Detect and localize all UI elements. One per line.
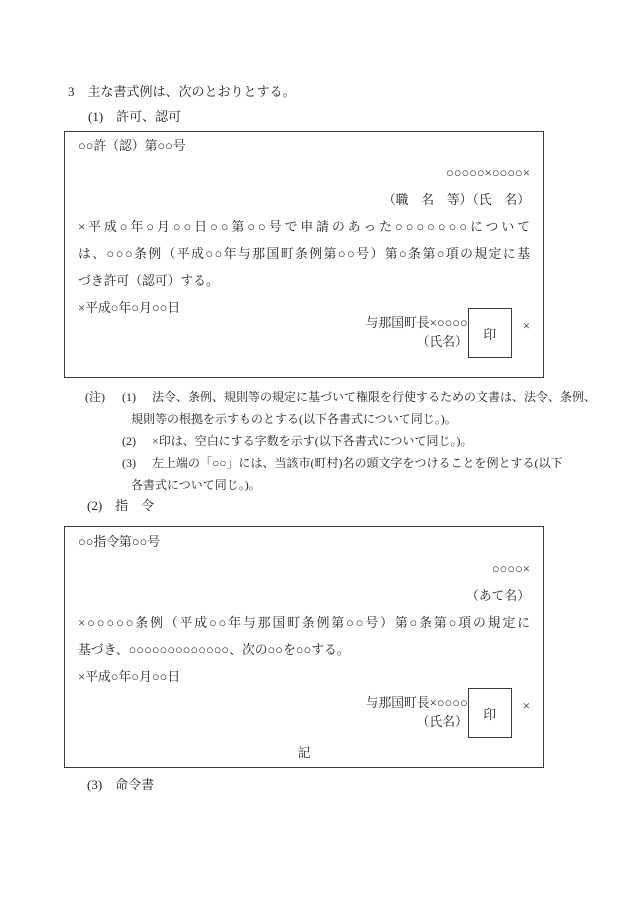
box2-date-line: ×平成○年○月○○日 bbox=[78, 670, 181, 684]
box2-trailing-x: × bbox=[522, 698, 530, 713]
permit-example-box bbox=[64, 131, 544, 378]
subsection-2-label: (2) 指 令 bbox=[87, 498, 155, 513]
box1-doc-number: ○○許（認）第○○号 bbox=[78, 139, 186, 153]
note-1-line-1 bbox=[0, 386, 630, 408]
note-2-line-1 bbox=[0, 430, 630, 452]
subsection-3-label: (3) 命令書 bbox=[87, 777, 155, 792]
note-3-number: (3) bbox=[122, 456, 136, 470]
subsection-1-label: (1) 許可、認可 bbox=[88, 109, 182, 124]
box1-seal-stamp-label: 印 bbox=[483, 327, 497, 342]
box2-body-line-2: 基づき、○○○○○○○○○○○○○、次の○○を○○する。 bbox=[78, 643, 350, 657]
note-2-text: ×印は、空白にする字数を示す(以下各書式について同じ。)。 bbox=[152, 434, 473, 448]
directive-example-box bbox=[64, 526, 544, 768]
box1-body-line-1: ×平成○年○月○○日○○第○○号で申請のあった○○○○○○○について bbox=[78, 220, 530, 234]
box1-date-line: ×平成○年○月○○日 bbox=[78, 301, 181, 315]
box2-seal-stamp-box bbox=[468, 688, 512, 738]
box1-body-line-3: づき許可（認可）する。 bbox=[78, 274, 219, 288]
box1-signer bbox=[366, 314, 468, 352]
section-heading: 3 主な書式例は、次のとおりとする。 bbox=[68, 84, 296, 99]
box1-body-line-2: は、○○○条例（平成○○年与那国町条例第○○号）第○条第○項の規定に基 bbox=[78, 247, 530, 261]
box1-seal-area bbox=[78, 308, 530, 358]
box2-name-caption: （氏名） bbox=[416, 715, 468, 729]
box2-seal-area bbox=[78, 688, 530, 738]
note-1-number: (1) bbox=[122, 390, 136, 404]
note-1-text: 法令、条例、規則等の規定に基づいて権限を行使するための文書は、法令、条例、 bbox=[152, 390, 597, 404]
note-1-line-2 bbox=[0, 408, 630, 430]
box2-doc-number: ○○指令第○○号 bbox=[78, 535, 161, 549]
note-3-line-1 bbox=[0, 452, 630, 474]
box1-addressee-symbols: ○○○○○×○○○○× bbox=[446, 166, 530, 180]
box1-addressee-caption: （職 名 等）（氏 名） bbox=[382, 193, 530, 207]
note-label: (注) bbox=[85, 390, 105, 404]
notes-section bbox=[0, 386, 630, 496]
box2-addressee-caption: （あて名） bbox=[466, 589, 530, 603]
box2-mayor-name: 与那国町長×○○○○ bbox=[365, 696, 468, 710]
note-1-text-cont: 規則等の根拠を示すものとする(以下各書式について同じ。)。 bbox=[131, 412, 457, 426]
note-2-number: (2) bbox=[122, 434, 136, 448]
note-3-text: 左上端の「○○」には、当該市(町村)名の頭文字をつけることを例とする(以下 bbox=[152, 456, 563, 470]
box2-body-line-1: ×○○○○○条例（平成○○年与那国町条例第○○号）第○条第○項の規定に bbox=[78, 616, 530, 630]
box2-seal-stamp-label: 印 bbox=[483, 707, 497, 722]
note-3-line-2 bbox=[0, 474, 630, 496]
box1-seal-stamp-box bbox=[468, 308, 512, 358]
box1-mayor-name: 与那国町長×○○○○ bbox=[365, 316, 468, 330]
note-3-text-cont: 各書式について同じ。)。 bbox=[131, 478, 261, 492]
box2-signer bbox=[366, 694, 468, 732]
box1-name-caption: （氏名） bbox=[416, 335, 468, 349]
box2-ki-marker: 記 bbox=[297, 746, 311, 760]
box1-trailing-x: × bbox=[522, 318, 530, 333]
box2-addressee-symbols: ○○○○× bbox=[491, 562, 530, 576]
